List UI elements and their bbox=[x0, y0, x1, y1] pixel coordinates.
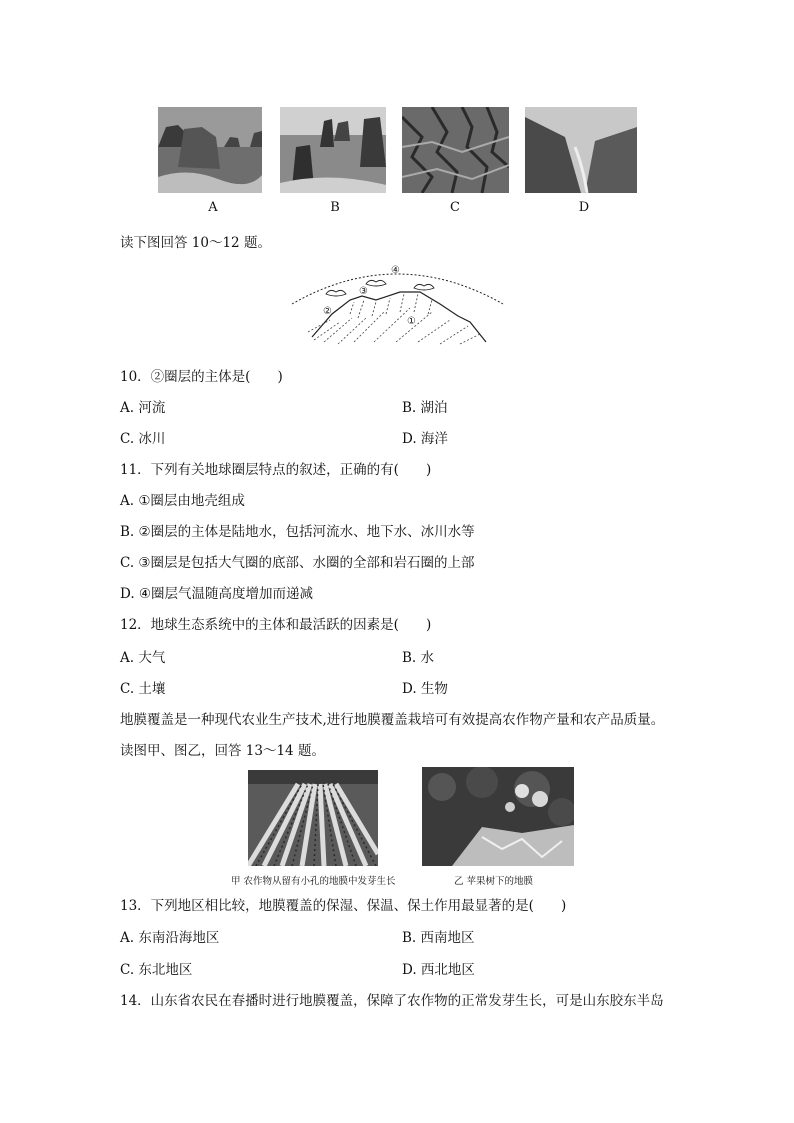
photo-a-sea-stacks bbox=[158, 107, 262, 193]
q11-option-c: C. ③圈层是包括大气圈的底部、水圈的全部和岩石圈的上部 bbox=[120, 555, 475, 571]
caption-jia: 甲 农作物从留有小孔的地膜中发芽生长 bbox=[231, 876, 396, 887]
intro-13-14: 读图甲、图乙，回答 13～14 题。 bbox=[120, 743, 325, 759]
q12-option-c: C. 土壤 bbox=[120, 681, 166, 697]
caption-yi: 乙 苹果树下的地膜 bbox=[454, 876, 534, 887]
q10-option-d: D. 海洋 bbox=[402, 431, 448, 447]
q10-stem: 10．②圈层的主体是( ) bbox=[120, 369, 283, 385]
q12-option-b: B. 水 bbox=[402, 650, 435, 666]
photo-b-coastal-stacks bbox=[280, 107, 386, 193]
q12-stem: 12．地球生态系统中的主体和最活跃的因素是( ) bbox=[120, 617, 432, 633]
q14-stem: 14．山东省农民在春播时进行地膜覆盖，保障了农作物的正常发芽生长，可是山东胶东半岛 bbox=[120, 993, 664, 1009]
q10-option-b: B. 湖泊 bbox=[402, 400, 448, 416]
passage-mulching: 地膜覆盖是一种现代农业生产技术,进行地膜覆盖栽培可有效提高农作物产量和农产品质量。 bbox=[120, 712, 665, 728]
q12-option-a: A. 大气 bbox=[120, 650, 166, 666]
marker-4: ④ bbox=[391, 265, 400, 276]
q13-option-a: A. 东南沿海地区 bbox=[120, 930, 220, 946]
photo-yi-apple-tree-film bbox=[422, 767, 574, 866]
intro-10-12: 读下图回答 10～12 题。 bbox=[120, 235, 271, 251]
q11-option-b: B. ②圈层的主体是陆地水，包括河流水、地下水、冰川水等 bbox=[120, 524, 475, 540]
marker-1: ① bbox=[407, 316, 416, 327]
q13-option-d: D. 西北地区 bbox=[402, 962, 475, 978]
photo-c-eroded-terrain bbox=[402, 107, 509, 193]
marker-3: ③ bbox=[359, 286, 368, 297]
photo-label-d: D bbox=[578, 200, 590, 215]
earth-spheres-diagram bbox=[290, 262, 505, 348]
q12-option-d: D. 生物 bbox=[402, 681, 448, 697]
photo-label-a: A bbox=[208, 200, 218, 215]
q10-option-a: A. 河流 bbox=[120, 400, 166, 416]
photo-jia-film-rows bbox=[248, 770, 378, 866]
marker-2: ② bbox=[323, 306, 332, 317]
q11-option-d: D. ④圈层气温随高度增加而递减 bbox=[120, 586, 314, 602]
photo-label-b: B bbox=[330, 200, 340, 215]
q11-stem: 11．下列有关地球圈层特点的叙述，正确的有( ) bbox=[120, 462, 432, 478]
photo-d-valley bbox=[525, 107, 637, 193]
q13-option-b: B. 西南地区 bbox=[402, 930, 475, 946]
q13-stem: 13．下列地区相比较，地膜覆盖的保湿、保温、保土作用最显著的是( ) bbox=[120, 898, 567, 914]
q13-option-c: C. 东北地区 bbox=[120, 962, 193, 978]
q10-option-c: C. 冰川 bbox=[120, 431, 166, 447]
q11-option-a: A. ①圈层由地壳组成 bbox=[120, 493, 245, 509]
photo-label-c: C bbox=[450, 200, 460, 215]
